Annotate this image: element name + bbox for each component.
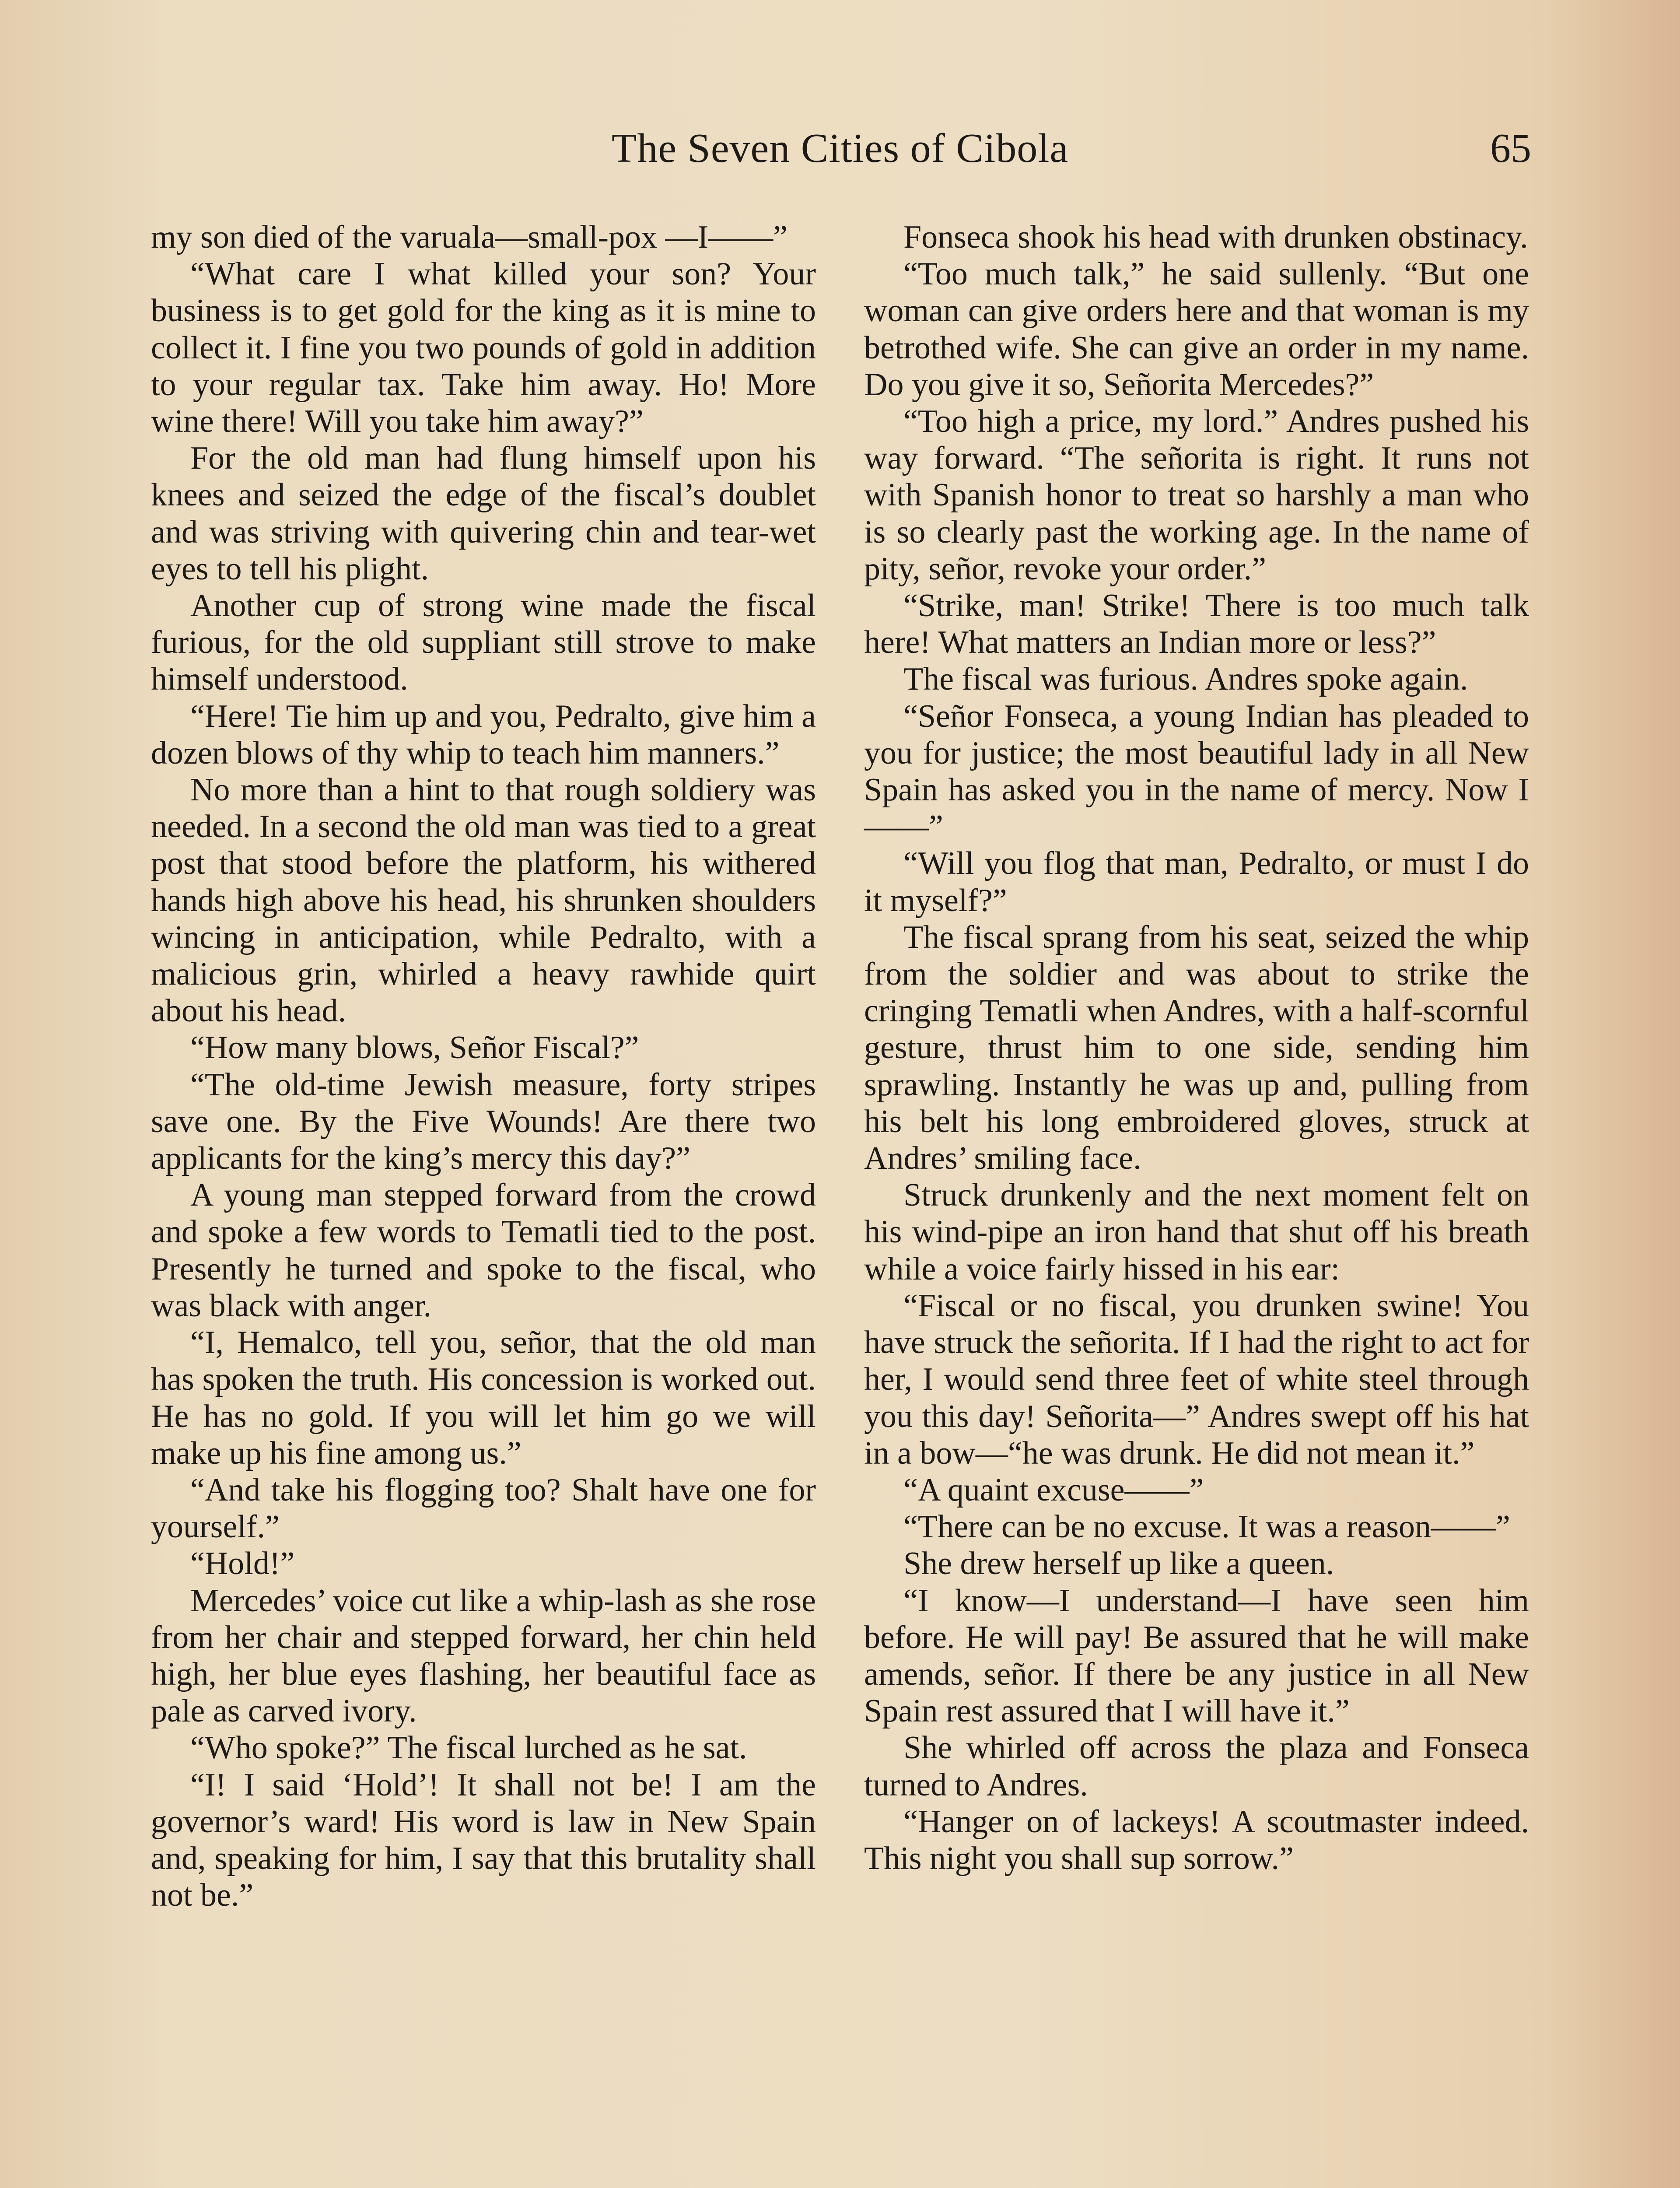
paragraph: For the old man had flung himself upon his knees and seized the edge of the fiscal’s doublet and was striving with quivering chin and tear-wet eyes to tell his plight. (151, 440, 816, 587)
paragraph: “I know—I understand—I have seen him before. He will pay! Be assured that he will make amends, señor. If there be any justice in all New Spain rest assured that I will have it.” (864, 1582, 1529, 1729)
paragraph: Another cup of strong wine made the fiscal furious, for the old suppliant still strove to make himself understood. (151, 588, 816, 698)
paragraph: “Hold!” (190, 1546, 295, 1582)
paragraph: “A quaint excuse——” (903, 1472, 1204, 1508)
running-head (149, 125, 1531, 195)
paragraph: “Too high a price, my lord.” Andres pushed his way forward. “The señorita is right. It runs not with Spanish honor to treat so harshly a man who is so clearly past the working age. In the name of pity, señor, revoke your order.” (864, 403, 1529, 587)
paragraph: “I, Hemalco, tell you, señor, that the old man has spoken the truth. His concession is worked out. He has no gold. If you will let him go we will make up his fine among us.” (151, 1325, 816, 1471)
paragraph: “Will you flog that man, Pedralto, or must I do it myself?” (864, 845, 1529, 919)
paragraph: Mercedes’ voice cut like a whip-lash as she rose from her chair and stepped forward, her chin held high, her blue eyes flashing, her beautiful face as pale as carved ivory. (151, 1582, 816, 1729)
paragraph: The fiscal was furious. Andres spoke again. (903, 661, 1468, 698)
paragraph: “Too much talk,” he said sullenly. “But one woman can give orders here and that woman is my betrothed wife. She can give an order in my name. Do you give it so, Señorita Mercedes?” (864, 256, 1529, 403)
paragraph: No more than a hint to that rough soldiery was needed. In a second the old man was tied to a great post that stood before the platform, his withered hands high above his head, his shrunken shoulders wincing in anticipation, while Pedralto, with a malicious grin, whirled a heavy rawhide quirt about his head. (151, 772, 816, 1029)
paragraph: “Here! Tie him up and you, Pedralto, give him a dozen blows of thy whip to teach him manners.” (151, 698, 816, 771)
right-column (864, 219, 1529, 1877)
paragraph: “Strike, man! Strike! There is too much talk here! What matters an Indian more or less?” (864, 588, 1529, 661)
paragraph: “Fiscal or no fiscal, you drunken swine! You have struck the señorita. If I had the right to act for her, I would send three feet of white steel through you this day! Señorita—” Andres swept off his hat in a bow—“he was drunk. He did not mean it.” (864, 1287, 1529, 1471)
paragraph: A young man stepped forward from the crowd and spoke a few words to Tematli tied to the post. Presently he turned and spoke to the fiscal, who was black with anger. (151, 1177, 816, 1324)
paragraph: “I! I said ‘Hold’! It shall not be! I am the governor’s ward! His word is law in New Spain and, speaking for him, I say that this brutality shall not be.” (151, 1767, 816, 1914)
paragraph: “Hanger on of lackeys! A scoutmaster indeed. This night you shall sup sorrow.” (864, 1803, 1529, 1876)
paragraph: “There can be no excuse. It was a reason——” (903, 1509, 1510, 1545)
paragraph: “What care I what killed your son? Your business is to get gold for the king as it is mine to collect it. I fine you two pounds of gold in addition to your regular tax. Take him away. Ho! More wine there! Will you take him away?” (151, 256, 816, 440)
paragraph: “The old-time Jewish measure, forty stripes save one. By the Five Wounds! Are there two applicants for the king’s mercy this day?” (151, 1066, 816, 1177)
paragraph: She whirled off across the plaza and Fonseca turned to Andres. (864, 1730, 1529, 1803)
paragraph: “How many blows, Señor Fiscal?” (190, 1030, 639, 1066)
page-number: 65 (1490, 126, 1531, 171)
paragraph: She drew herself up like a queen. (903, 1546, 1334, 1582)
paragraph: my son died of the varuala—small-pox —I——” (151, 219, 788, 255)
paragraph: “Who spoke?” The fiscal lurched as he sat. (190, 1730, 747, 1766)
paragraph: Struck drunkenly and the next moment felt on his wind-pipe an iron hand that shut off his breath while a voice fairly hissed in his ear: (864, 1177, 1529, 1287)
running-title: The Seven Cities of Cibola (611, 126, 1069, 171)
paragraph: The fiscal sprang from his seat, seized the whip from the soldier and was about to strike the cringing Tematli when Andres, with a half-scornful gesture, thrust him to one side, sending him sprawling. Instantly he was up and, pulling from his belt his long embroidered gloves, struck at Andres’ smiling face. (864, 919, 1529, 1177)
paragraph: “Señor Fonseca, a young Indian has pleaded to you for justice; the most beautiful lady in all New Spain has asked you in the name of mercy. Now I——” (864, 698, 1529, 845)
paragraph: Fonseca shook his head with drunken obstinacy. (903, 219, 1528, 255)
paragraph: “And take his flogging too? Shalt have one for yourself.” (151, 1472, 816, 1545)
left-column (151, 219, 816, 1914)
